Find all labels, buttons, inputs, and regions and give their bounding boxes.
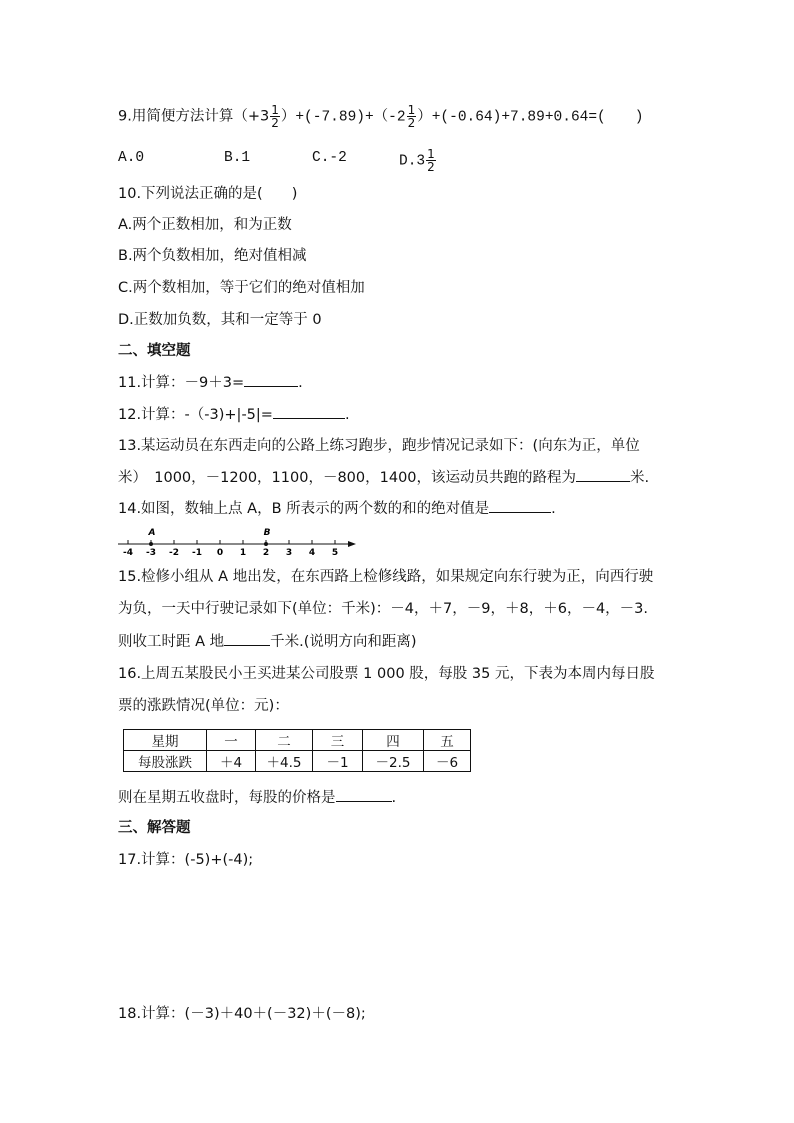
- q9-fraction-1: $\frac{1}{2}$: [271, 103, 279, 130]
- number-line-point-a-dot: [149, 542, 153, 546]
- number-line-tick-label: 4: [308, 548, 316, 558]
- q11-answer-blank: [244, 372, 298, 387]
- q13-answer-blank: [576, 467, 630, 482]
- number-line-tick-label: -1: [192, 548, 202, 558]
- stock-change-table: [123, 729, 471, 772]
- q12-answer-blank: [273, 404, 345, 419]
- section-fill-in-blank-heading: 二、填空题: [118, 343, 191, 359]
- table-header-cell: 星期: [124, 730, 207, 751]
- q9-option-b: B.1: [224, 150, 251, 166]
- q9-option-c: C.-2: [312, 150, 347, 166]
- q14-answer-blank: [489, 498, 551, 513]
- section-solve-heading: 三、解答题: [118, 820, 191, 836]
- question-12: 12.计算：-（-3)+|-5|= .: [118, 404, 350, 425]
- table-header-cell: 四: [363, 730, 424, 751]
- number-line-tick-label: 2: [262, 548, 270, 558]
- number-line-tick-label: 3: [285, 548, 293, 558]
- table-header-cell: 五: [424, 730, 471, 751]
- q9-part3: ）+(-0.64)+7.89+0.64=( ): [417, 109, 644, 126]
- q16-answer-blank: [336, 787, 392, 802]
- q9-option-d: D.3 $\frac{1}{2}$: [399, 147, 435, 174]
- question-17: 17.计算：(-5)+(-4);: [118, 852, 254, 868]
- q9-fraction-2: $\frac{1}{2}$: [407, 103, 416, 130]
- q10-stem: 10.下列说法正确的是( ): [118, 186, 298, 202]
- question-14: 14.如图，数轴上点 A，B 所表示的两个数的和的绝对值是 .: [118, 498, 556, 519]
- table-cell: ＋4: [207, 751, 256, 772]
- q10-option-a: A.两个正数相加，和为正数: [118, 217, 292, 233]
- q9-part2: ）+(-7.89)+（-2: [280, 109, 406, 126]
- q16-line1: 16.上周五某股民小王买进某公司股票 1 000 股，每股 35 元，下表为本周内每日股: [118, 666, 655, 682]
- number-line-tick-label: 5: [331, 548, 339, 558]
- table-header-cell: 一: [207, 730, 256, 751]
- q9-prefix: 9.用简便方法计算（+3: [118, 108, 270, 125]
- q16-line2: 票的涨跌情况(单位：元)：: [118, 698, 289, 714]
- number-line-point-a-label: A: [148, 528, 156, 538]
- number-line-tick-label: 0: [216, 548, 224, 558]
- q15-answer-blank: [224, 631, 270, 646]
- table-header-cell: 二: [256, 730, 313, 751]
- q15-line1: 15.检修小组从 A 地出发，在东西路上检修线路，如果规定向东行驶为正，向西行驶: [118, 569, 654, 585]
- number-line-tick-label: -4: [123, 548, 133, 558]
- q10-option-d: D.正数加负数，其和一定等于 0: [118, 312, 322, 328]
- number-line-tick-label: 1: [239, 548, 247, 558]
- table-row: [124, 751, 471, 772]
- question-16-after: 则在星期五收盘时，每股的价格是 .: [118, 787, 396, 808]
- number-line-tick-label: -2: [169, 548, 179, 558]
- question-15-line3: 则收工时距 A 地 千米.(说明方向和距离): [118, 631, 417, 652]
- q10-option-b: B.两个负数相加，绝对值相减: [118, 248, 307, 264]
- table-cell: －2.5: [363, 751, 424, 772]
- table-cell: ＋4.5: [256, 751, 313, 772]
- table-cell: 每股涨跌: [124, 751, 207, 772]
- table-cell: －6: [424, 751, 471, 772]
- q15-line2: 为负，一天中行驶记录如下(单位：千米)：－4，＋7，－9，＋8，＋6，－4，－3.: [118, 601, 648, 617]
- number-line-point-b-dot: [264, 542, 268, 546]
- number-line-point-b-label: B: [263, 528, 271, 538]
- table-header-row: [124, 730, 471, 751]
- q13-line1: 13.某运动员在东西走向的公路上练习跑步，跑步情况记录如下：(向东为正，单位: [118, 438, 640, 454]
- table-cell: －1: [313, 751, 363, 772]
- question-11: 11.计算：－9＋3= .: [118, 372, 303, 393]
- question-9: [118, 104, 643, 129]
- number-line-tick-label: -3: [146, 548, 156, 558]
- number-line: [110, 524, 370, 558]
- question-13-line2: 米） 1000，－1200，1100，－800，1400，该运动员共跑的路程为 米.: [118, 467, 649, 488]
- question-18: 18.计算：(－3)＋40＋(－32)＋(－8);: [118, 1006, 366, 1022]
- q9-option-a: A.0: [118, 150, 145, 166]
- table-header-cell: 三: [313, 730, 363, 751]
- q9-option-d-fraction: $\frac{1}{2}$: [427, 147, 435, 174]
- q10-option-c: C.两个数相加，等于它们的绝对值相加: [118, 280, 365, 296]
